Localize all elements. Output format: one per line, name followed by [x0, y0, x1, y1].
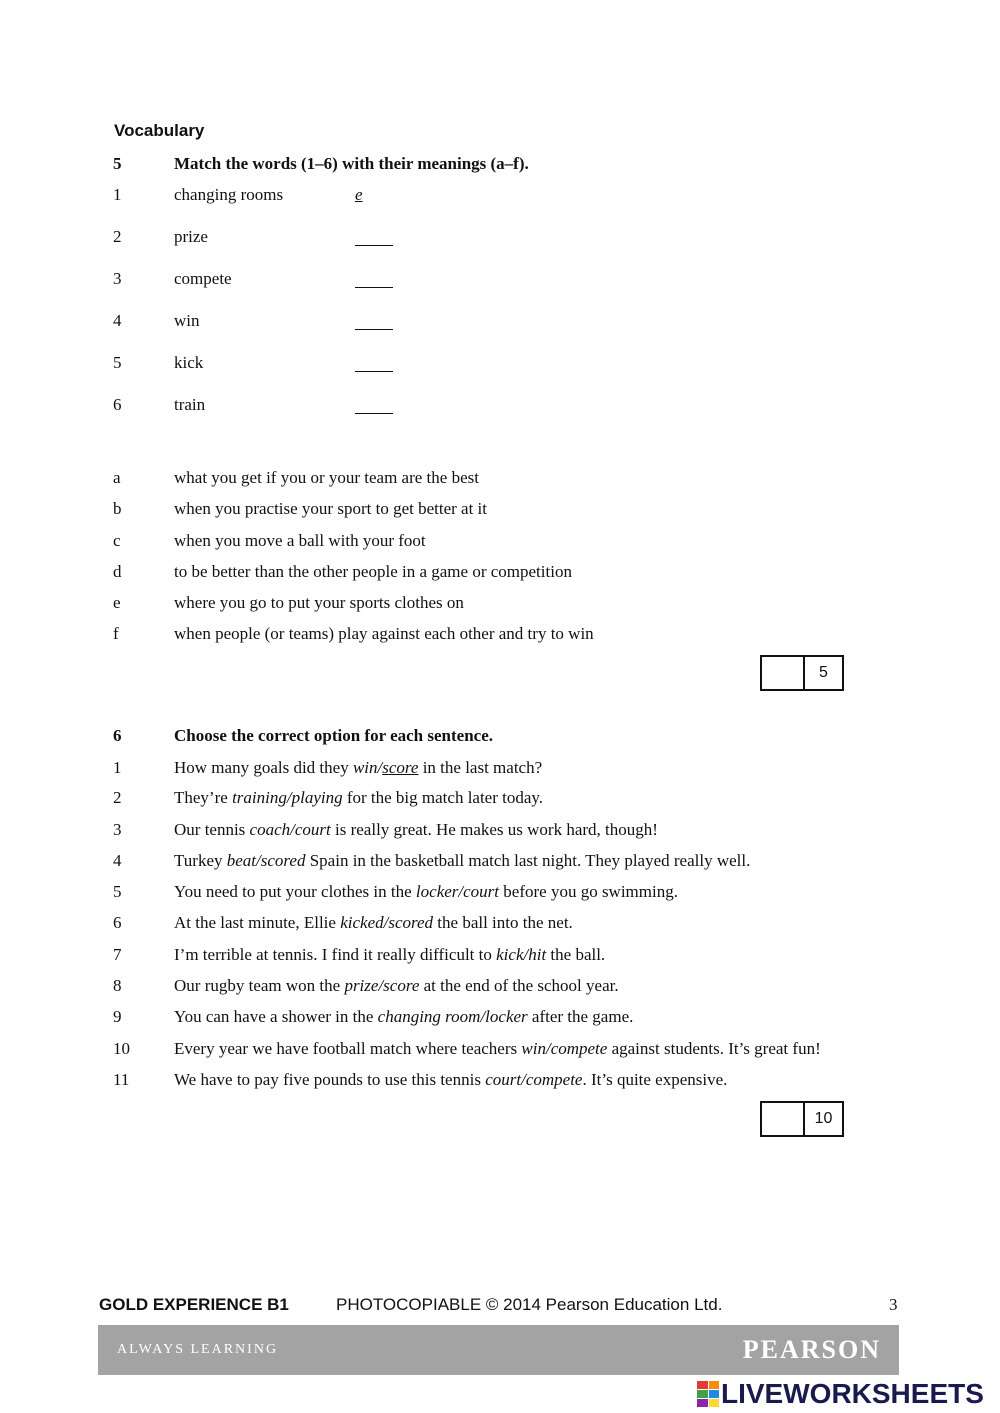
meaning-letter: e	[113, 593, 121, 612]
score-box-exercise-6	[760, 1101, 844, 1137]
option-2[interactable]: compete	[550, 1039, 608, 1058]
answer-field[interactable]	[355, 229, 393, 246]
sentence-number: 9	[113, 1007, 122, 1026]
logo-block	[697, 1399, 708, 1407]
sentence: At the last minute, Ellie kicked/scored the ball into the net.	[174, 913, 573, 932]
option-2[interactable]: compete	[525, 1070, 583, 1089]
meaning-text: what you get if you or your team are the best	[174, 468, 479, 487]
sentence: How many goals did they win/score in the last match?	[174, 758, 543, 777]
option-2[interactable]: locker	[485, 1007, 528, 1026]
exercise-6-number: 6	[113, 726, 122, 745]
sentence: I’m terrible at tennis. I find it really difficult to kick/hit the ball.	[174, 945, 606, 964]
option-2[interactable]: score	[383, 976, 420, 995]
meaning-letter: c	[113, 531, 121, 550]
option-1[interactable]: training	[232, 788, 287, 807]
option-2[interactable]: scored	[260, 851, 306, 870]
option-2[interactable]: court	[463, 882, 500, 901]
score-box-exercise-5	[760, 655, 844, 691]
sentence-number: 10	[113, 1039, 130, 1058]
word-text: kick	[174, 353, 204, 372]
word-text: compete	[174, 269, 232, 288]
sentence-number: 6	[113, 913, 122, 932]
word-text: prize	[174, 227, 208, 246]
banner-tagline: ALWAYS LEARNING	[117, 1342, 279, 1357]
option-1[interactable]: kick	[496, 945, 524, 964]
meaning-letter: d	[113, 562, 122, 581]
liveworksheets-logo-icon	[697, 1381, 719, 1407]
sentence: You need to put your clothes in the locker/court before you go swimming.	[174, 882, 678, 901]
option-1[interactable]: prize	[344, 976, 379, 995]
exercise-5-number: 5	[113, 154, 122, 173]
option-2[interactable]: playing	[291, 788, 343, 807]
sentence-number: 11	[113, 1070, 130, 1089]
sentence: Every year we have football match where teachers win/compete against students. It’s great fun!	[174, 1039, 821, 1058]
sentence: Our tennis coach/court is really great. He makes us work hard, though!	[174, 820, 658, 839]
score-input[interactable]	[762, 657, 805, 689]
sentence: You can have a shower in the changing room/locker after the game.	[174, 1007, 634, 1026]
option-1[interactable]: changing room	[377, 1007, 481, 1026]
logo-block	[709, 1399, 720, 1407]
sentence-number: 2	[113, 788, 122, 807]
publisher-banner	[98, 1325, 899, 1375]
word-number: 2	[113, 227, 122, 246]
exercise-6-instruction: Choose the correct option for each sentence.	[174, 726, 493, 745]
answer-field[interactable]	[355, 313, 393, 330]
option-1[interactable]: beat	[226, 851, 257, 870]
option-1[interactable]: coach	[249, 820, 291, 839]
footer-book-title: GOLD EXPERIENCE B1	[99, 1295, 289, 1314]
sentence-number: 3	[113, 820, 122, 839]
sentence-number: 1	[113, 758, 122, 777]
logo-block	[709, 1390, 720, 1398]
score-total: 5	[819, 664, 828, 681]
meaning-letter: a	[113, 468, 121, 487]
meaning-text: when you move a ball with your foot	[174, 531, 426, 550]
sentence: They’re training/playing for the big match later today.	[174, 788, 544, 807]
meaning-text: when people (or teams) play against each other and try to win	[174, 624, 594, 643]
answer-field[interactable]: e	[355, 185, 363, 204]
option-1[interactable]: win	[521, 1039, 546, 1058]
answer-field[interactable]	[355, 397, 393, 414]
exercise-5-instruction: Match the words (1–6) with their meanings (a–f).	[174, 154, 529, 173]
section-title: Vocabulary	[114, 121, 205, 140]
page-number: 3	[889, 1295, 898, 1314]
word-number: 6	[113, 395, 122, 414]
sentence: Turkey beat/scored Spain in the basketball match last night. They played really well.	[174, 851, 751, 870]
publisher-logo: PEARSON	[742, 1335, 881, 1364]
word-text: changing rooms	[174, 185, 284, 204]
sentence-number: 8	[113, 976, 122, 995]
answer-field[interactable]	[355, 271, 393, 288]
meaning-text: to be better than the other people in a game or competition	[174, 562, 572, 581]
meaning-letter: f	[113, 624, 119, 643]
word-number: 1	[113, 185, 122, 204]
option-2[interactable]: scored	[388, 913, 434, 932]
sentence-number: 5	[113, 882, 122, 901]
meaning-letter: b	[113, 499, 122, 518]
word-text: win	[174, 311, 200, 330]
option-1[interactable]: win	[352, 758, 378, 777]
score-total: 10	[814, 1110, 833, 1127]
sentence-number: 7	[113, 945, 122, 964]
option-2[interactable]: court	[294, 820, 331, 839]
meaning-text: when you practise your sport to get better at it	[174, 499, 487, 518]
word-number: 5	[113, 353, 122, 372]
option-1[interactable]: kicked	[340, 913, 384, 932]
sentence: We have to pay five pounds to use this tennis court/compete. It’s quite expensive.	[174, 1070, 728, 1089]
footer-copyright: PHOTOCOPIABLE © 2014 Pearson Education Ltd.	[336, 1295, 723, 1314]
option-1[interactable]: locker	[415, 882, 459, 901]
meaning-text: where you go to put your sports clothes on	[174, 593, 464, 612]
word-text: train	[174, 395, 206, 414]
option-2[interactable]: hit	[528, 945, 547, 964]
liveworksheets-watermark	[697, 1377, 984, 1411]
logo-block	[697, 1390, 708, 1398]
score-input[interactable]	[762, 1103, 805, 1135]
word-number: 4	[113, 311, 122, 330]
answer-field[interactable]	[355, 355, 393, 372]
word-number: 3	[113, 269, 122, 288]
watermark-text: LIVEWORKSHEETS	[721, 1378, 984, 1409]
sentence: Our rugby team won the prize/score at the end of the school year.	[174, 976, 619, 995]
option-2[interactable]: score	[382, 758, 419, 777]
option-1[interactable]: court	[485, 1070, 522, 1089]
logo-block	[709, 1381, 720, 1389]
logo-block	[697, 1381, 708, 1389]
sentence-number: 4	[113, 851, 122, 870]
